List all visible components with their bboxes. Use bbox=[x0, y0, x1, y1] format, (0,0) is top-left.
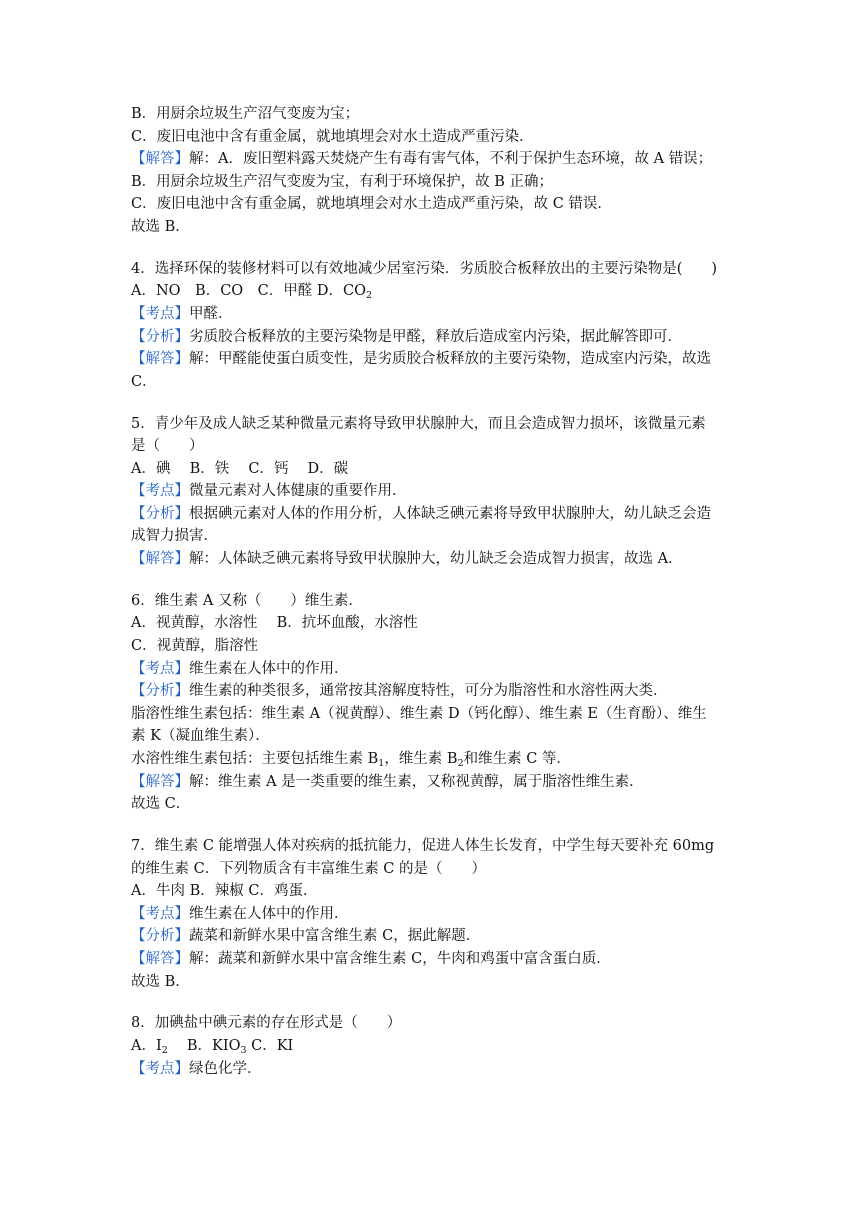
section-tag: 【分析】 bbox=[131, 328, 189, 345]
line-text: 解：蔬菜和新鲜水果中富含维生素 C，牛肉和鸡蛋中富含蛋白质． bbox=[189, 950, 611, 967]
text-line bbox=[131, 658, 731, 681]
text-line bbox=[131, 348, 731, 371]
text-line bbox=[131, 480, 731, 503]
text-line bbox=[131, 258, 731, 281]
paragraph-gap bbox=[131, 816, 731, 835]
text-line bbox=[131, 880, 731, 903]
line-text: 素 K（凝血维生素）． bbox=[131, 728, 270, 745]
text-line bbox=[131, 148, 731, 171]
line-text: 故选 C． bbox=[131, 796, 191, 813]
text-line bbox=[131, 458, 731, 481]
line-text: C．KI bbox=[246, 1037, 294, 1054]
line-text: C．废旧电池中含有重金属，就地填埋会对水土造成严重污染． bbox=[131, 128, 534, 145]
line-text: 故选 B． bbox=[131, 218, 190, 235]
line-text: 5．青少年及成人缺乏某种微量元素将导致甲状腺肿大，而且会造成智力损坏，该微量元素 bbox=[131, 415, 706, 432]
line-text: 和维生素 C 等． bbox=[463, 751, 571, 767]
paragraph-gap bbox=[131, 993, 731, 1012]
paragraph-gap bbox=[131, 571, 731, 590]
line-text: 的维生素 C．下列物质含有丰富维生素 C 的是（ ） bbox=[131, 860, 487, 877]
section-tag: 【解答】 bbox=[131, 351, 189, 368]
text-line bbox=[131, 680, 731, 703]
section-tag: 【分析】 bbox=[131, 683, 189, 700]
line-text: 解：A．废旧塑料露天焚烧产生有毒有害气体，不利于保护生态环境，故 A 错误； bbox=[189, 151, 713, 168]
text-line bbox=[131, 303, 731, 326]
subscript: 2 bbox=[366, 290, 373, 302]
text-line bbox=[131, 1058, 731, 1081]
section-tag: 【考点】 bbox=[131, 905, 189, 922]
line-text: 水溶性维生素包括：主要包括维生素 B bbox=[131, 751, 379, 767]
line-text: B．用厨余垃圾生产沼气变废为宝； bbox=[131, 106, 360, 122]
line-text: 蔬菜和新鲜水果中富含维生素 C，据此解题． bbox=[189, 928, 481, 945]
line-text: C． bbox=[131, 373, 157, 390]
line-text: 维生素在人体中的作用． bbox=[189, 905, 349, 922]
text-line bbox=[131, 126, 731, 149]
subscript: 3 bbox=[240, 1044, 247, 1056]
text-line bbox=[131, 971, 731, 994]
line-text: C．视黄醇，脂溶性 bbox=[131, 638, 259, 655]
text-line bbox=[131, 725, 731, 748]
line-text: C．废旧电池中含有重金属，就地填埋会对水土造成严重污染，故 C 错误． bbox=[131, 196, 612, 213]
line-text: 4．选择环保的装修材料可以有效地减少居室污染．劣质胶合板释放出的主要污染物是( ) bbox=[131, 260, 718, 277]
line-text: 根据碘元素对人体的作用分析，人体缺乏碘元素将导致甲状腺肿大，幼儿缺乏会造 bbox=[189, 505, 711, 522]
line-text: 7．维生素 C 能增强人体对疾病的抵抗能力，促进人体生长发育，中学生每天要补充 60mg bbox=[131, 837, 715, 854]
subscript: 1 bbox=[378, 758, 385, 769]
text-line bbox=[131, 903, 731, 926]
line-text: A．牛肉 B．辣椒 C．鸡蛋． bbox=[131, 883, 318, 900]
subscript: 2 bbox=[161, 1044, 168, 1056]
text-line bbox=[131, 193, 731, 216]
text-line bbox=[131, 858, 731, 881]
line-text: 8．加碘盐中碘元素的存在形式是（ ） bbox=[131, 1015, 402, 1032]
line-text: A．I bbox=[131, 1037, 162, 1054]
line-text: B．用厨余垃圾生产沼气变废为宝，有利于环境保护，故 B 正确； bbox=[131, 173, 554, 190]
line-text: A．碘 B．铁 C．钙 D．碳 bbox=[131, 460, 349, 477]
text-line bbox=[131, 748, 731, 771]
line-text: A．视黄醇，水溶性 B．抗坏血酸，水溶性 bbox=[131, 615, 418, 632]
line-text: 劣质胶合板释放的主要污染物是甲醛，释放后造成室内污染，据此解答即可． bbox=[189, 328, 682, 345]
line-text: 维生素的种类很多，通常按其溶解度特性，可分为脂溶性和水溶性两大类． bbox=[189, 683, 668, 700]
text-line bbox=[131, 171, 731, 194]
subscript: 2 bbox=[457, 758, 464, 769]
line-text: 解：甲醛能使蛋白质变性，是劣质胶合板释放的主要污染物，造成室内污染，故选 bbox=[189, 351, 711, 368]
line-text: 微量元素对人体健康的重要作用． bbox=[189, 483, 407, 500]
text-line bbox=[131, 413, 731, 436]
line-text: 绿色化学． bbox=[189, 1060, 262, 1077]
line-text: B．KIO bbox=[167, 1037, 241, 1054]
line-text: 6．维生素 A 又称（ ）维生素． bbox=[131, 592, 363, 609]
document-page bbox=[131, 103, 731, 1080]
line-text: 故选 B． bbox=[131, 973, 190, 990]
text-line bbox=[131, 548, 731, 571]
text-line bbox=[131, 612, 731, 635]
text-line bbox=[131, 703, 731, 726]
line-text: 维生素在人体中的作用． bbox=[189, 660, 349, 677]
text-line bbox=[131, 925, 731, 948]
text-line bbox=[131, 1035, 731, 1058]
section-tag: 【考点】 bbox=[131, 1060, 189, 1077]
paragraph-gap bbox=[131, 393, 731, 412]
line-text: 成智力损害． bbox=[131, 528, 218, 545]
text-line bbox=[131, 635, 731, 658]
text-line bbox=[131, 216, 731, 239]
text-line bbox=[131, 590, 731, 613]
text-line bbox=[131, 503, 731, 526]
section-tag: 【考点】 bbox=[131, 483, 189, 500]
text-line bbox=[131, 371, 731, 394]
line-text: 解：维生素 A 是一类重要的维生素，又称视黄醇，属于脂溶性维生素． bbox=[189, 773, 644, 790]
section-tag: 【解答】 bbox=[131, 551, 189, 568]
paragraph-gap bbox=[131, 239, 731, 258]
text-line bbox=[131, 525, 731, 548]
text-line bbox=[131, 103, 731, 126]
line-text: 解：人体缺乏碘元素将导致甲状腺肿大，幼儿缺乏会造成智力损害，故选 A． bbox=[189, 551, 683, 568]
text-line bbox=[131, 326, 731, 349]
text-line bbox=[131, 793, 731, 816]
line-text: A．NO B．CO C．甲醛 D．CO bbox=[131, 283, 366, 300]
section-tag: 【考点】 bbox=[131, 305, 189, 322]
line-text: 甲醛． bbox=[189, 305, 233, 322]
section-tag: 【考点】 bbox=[131, 660, 189, 677]
line-text: ，维生素 B bbox=[384, 751, 458, 767]
text-line bbox=[131, 948, 731, 971]
line-text: 是（ ） bbox=[131, 438, 204, 455]
text-line bbox=[131, 435, 731, 458]
section-tag: 【分析】 bbox=[131, 505, 189, 522]
section-tag: 【解答】 bbox=[131, 151, 189, 168]
text-line bbox=[131, 280, 731, 303]
text-line bbox=[131, 835, 731, 858]
section-tag: 【分析】 bbox=[131, 928, 189, 945]
text-line bbox=[131, 771, 731, 794]
line-text: 脂溶性维生素包括：维生素 A（视黄醇）、维生素 D（钙化醇）、维生素 E（生育酚）、维生 bbox=[131, 705, 707, 722]
section-tag: 【解答】 bbox=[131, 950, 189, 967]
section-tag: 【解答】 bbox=[131, 773, 189, 790]
text-line bbox=[131, 1012, 731, 1035]
